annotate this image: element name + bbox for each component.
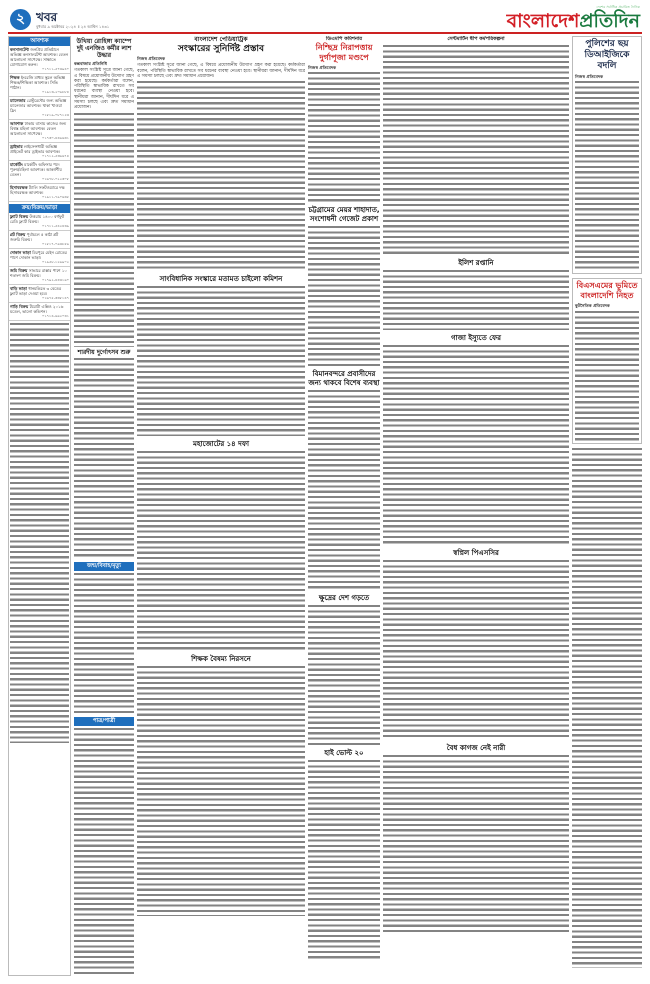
main-byline: নিজস্ব প্রতিবেদক [137, 56, 166, 61]
ad-phone: ০১৯১১-৭৯০৬৩৫ [42, 195, 69, 199]
ad-body: পূর্বাচলে ৫ কাঠা প্লট জরুরি বিক্রয়। [10, 232, 59, 242]
main-sub-body-2 [137, 451, 305, 651]
story-ngo-byline: কক্সবাজার প্রতিনিধি [74, 61, 107, 66]
ad-body: রেস্টুরেন্টের জন্য অভিজ্ঞ ম্যানেজার আবশ্যক। থাকা খাওয়া ফ্রি। [10, 98, 67, 113]
ad-category: দোকান ভাড়া [10, 250, 33, 255]
main-sub-headline[interactable]: সাংবিধানিক সংস্কারে মতামত চাইলো কমিশন [159, 275, 283, 284]
center-byline: নিজস্ব প্রতিবেদক [308, 65, 337, 70]
ad-phone: ০১৭১২-৫৩৬৬৭৪ [42, 154, 69, 158]
story-ngo-text: গতকাল সংশ্লিষ্ট সূত্রে জানা গেছে, এ বিষয়ে প্রয়োজনীয় উদ্যোগ গ্রহণ করা হয়েছে। কর্মকর্তারা বলেন, পরিস্থিতি স্বাভাবিক রাখতে সব ধরনের ব্যবস্থা নেওয়া হবে। স্থানীয়রা জানান, দীর্ঘদিন ধরে এ সমস্যা চলছে এবং দ্রুত সমাধান প্রয়োজন। [74, 68, 134, 111]
classified-ad[interactable] [9, 249, 70, 267]
main-column [137, 36, 305, 976]
ad-phone: ০১৭৩০-৪৪৬৬৩১ [42, 136, 69, 140]
classified-ad[interactable] [9, 267, 70, 285]
ad-category: গাড়ি বিক্রয় [10, 304, 30, 309]
ad-body: টয়োটা এক্সিও ২০১৬ মডেল, ভালো কন্ডিশন। [10, 304, 64, 314]
dig-transfer-body [575, 81, 639, 271]
story-ngo-body [74, 113, 134, 343]
story-ngo-headline[interactable]: উখিয়া রোহিঙ্গা ক্যাম্পে দুই এনজিও কর্মীর লাশ উদ্ধার [76, 38, 132, 59]
classifieds-filler [10, 323, 69, 743]
center-column [308, 36, 380, 976]
right-headline-4[interactable]: বৈধ কাগজ নেই নারী [446, 744, 506, 752]
bride-groom-header: পাত্র/পাত্রী [74, 717, 134, 726]
center-headline-2[interactable]: চট্টগ্রামের মেয়র শাহাদাত, সংশোধনী গেজেট প্রকাশ [308, 206, 380, 224]
ad-body: মার্কেটিং অফিসার পদে পুরুষ/মহিলা আবশ্যক। আকর্ষণীয় বেতন। [10, 162, 62, 177]
logo[interactable] [507, 5, 640, 32]
center-body-2 [308, 226, 380, 366]
page-number: ২ [10, 9, 31, 30]
main-lead-headline[interactable]: সংস্কারের সুনির্দিষ্ট প্রস্তাব [177, 44, 265, 54]
main-sub-body [137, 286, 305, 436]
right-column [383, 36, 569, 976]
ad-category: জমি বিক্রয় [10, 268, 29, 273]
birth-marriage-body [74, 573, 134, 713]
logo-suffix: প্রতিদিন [579, 10, 640, 32]
main-flag: বাংলাদেশ পেডিয়াট্রিক [194, 36, 248, 43]
classifieds-list [9, 46, 70, 202]
right-body-4 [383, 560, 569, 740]
center-body [308, 72, 380, 202]
bsf-byline: কূটনৈতিক প্রতিবেদক [575, 303, 610, 309]
ad-category: প্লট বিক্রয় [10, 232, 27, 237]
ad-body: ঢাকায় বাসায় কাজের জন্য বিশ্বস্ত মহিলা আবশ্যক। বেতন আলোচনা সাপেক্ষে। [10, 121, 67, 136]
ad-body: সাভারে রাস্তার পাশে ১০ শতাংশ জমি বিক্রয়। [10, 268, 68, 278]
center-body-5 [308, 760, 380, 960]
ad-body: ট্যালি সফটওয়্যারে দক্ষ হিসাবরক্ষক আবশ্যক। [10, 185, 65, 195]
main-lead-text: গতকাল সংশ্লিষ্ট সূত্রে জানা গেছে, এ বিষয়ে প্রয়োজনীয় উদ্যোগ গ্রহণ করা হয়েছে। কর্মকর্তারা বলেন, পরিস্থিতি স্বাভাবিক রাখতে সব ধরনের ব্যবস্থা নেওয়া হবে। স্থানীয়রা জানান, দীর্ঘদিন ধরে এ সমস্যা চলছে এবং দ্রুত সমাধান প্রয়োজন। [137, 63, 305, 79]
ad-body: উত্তরায় ১৪০০ বর্গফুট রেডি ফ্ল্যাট বিক্রয়। [10, 214, 65, 224]
ad-category: ড্রাইভার [10, 144, 24, 149]
ad-body: জনপ্রিয় প্রতিষ্ঠানে অভিজ্ঞ কনসালটেন্ট আবশ্যক। বেতন আলোচনা সাপেক্ষে। সাক্ষাতে যোগাযোগ করুন। [10, 47, 69, 67]
ad-body: লাইসেন্সধারী অভিজ্ঞ প্রাইভেট কার ড্রাইভার আবশ্যক। [10, 144, 61, 154]
center-headline-4[interactable]: ক্ষুদ্রের দেশ গড়তে [318, 594, 370, 603]
bride-groom-body [74, 728, 134, 976]
main-lead-body [137, 81, 305, 271]
classified-ad[interactable] [9, 285, 70, 303]
classified-ad[interactable] [9, 213, 70, 231]
right-body-2 [383, 270, 569, 330]
birth-marriage-header: জন্ম/বিবাহ/মৃত্যু [74, 562, 134, 571]
story-puja-headline[interactable]: শারদীয় দুর্গোৎসব শুরু [77, 349, 131, 357]
ad-phone: ০১৯১৩-২০৬৮৮৪ [42, 90, 69, 94]
dig-transfer-box [572, 36, 642, 274]
left-stories-column [74, 36, 134, 976]
logo-prefix: বাংলাদেশ [506, 10, 580, 32]
center-flag: ডিএমপি কমিশনার [325, 36, 363, 42]
classified-ad[interactable] [9, 46, 70, 74]
ad-body: ইংরেজি মাধ্যম স্কুলে অভিজ্ঞ শিক্ষক/শিক্ষিকা আবশ্যক। সিভি পাঠান। [10, 75, 65, 90]
center-body-3 [308, 390, 380, 590]
ad-body: ধানমন্ডিতে ৩ বেডের ফ্ল্যাট ভাড়া দেওয়া হবে। [10, 286, 62, 296]
ad-phone: ০১৭১১-৫৭৩৯৪০ [42, 67, 69, 71]
ad-phone: ০১৬৭৮-০২২৩০৮ [42, 177, 69, 181]
right-body-5 [383, 755, 569, 935]
main-sub-headline-2[interactable]: মহাজোটের ১৪ দফা [193, 440, 249, 449]
ad-category: ফ্ল্যাট বিক্রয় [10, 214, 30, 219]
tagline: দেশের সর্বাধিক প্রচারিত দৈনিক [596, 5, 640, 9]
dig-transfer-headline[interactable]: পুলিশের ছয় ডিআইজিকে বদলি [584, 39, 630, 71]
ad-phone: ০১৮১৯-০৮৭১২৩ [42, 113, 69, 117]
ad-category: মার্কেটিং [10, 162, 25, 167]
right-headline-3[interactable]: স্বপ্নিল পিএসসির [453, 549, 499, 557]
classifieds-header: আবশ্যক [9, 37, 70, 46]
section-title: খবর [36, 10, 58, 24]
right-headline-2[interactable]: গাজা ইস্যুতে ফের [451, 334, 501, 342]
ad-body: মিরপুরে মেইন রোডের পাশে দোকান ভাড়া। [10, 250, 67, 260]
center-headline[interactable]: নিশ্ছিদ্র নিরাপত্তায় দুর্গাপূজা মণ্ডপে [315, 43, 373, 62]
right-body-1 [383, 45, 569, 255]
classified-ad[interactable] [9, 303, 70, 321]
dateline: বুধবার ৯ অক্টোবর ২০২৪ ॥ ২৪ আশ্বিন ১৪৩১ [36, 24, 110, 29]
right-flag: সেন্টমার্টিন দ্বীপ কর্মপরিকল্পনা [447, 36, 505, 42]
ad-category: কনসালটেন্ট [10, 47, 31, 52]
ad-category: হিসাবরক্ষক [10, 185, 29, 190]
classified-ad[interactable] [9, 120, 70, 143]
ad-phone: ০১৮১৭-০৯৩৮৫৬ [42, 242, 69, 246]
sale-header: ক্রয়/বিক্রয়/ভাড়া [9, 204, 70, 213]
bsf-headline[interactable]: বিএসএমের ভূমিতে বাংলাদেশি নিহত [576, 281, 638, 301]
bsf-body [575, 311, 639, 441]
ad-category: শিক্ষক [10, 75, 21, 80]
classified-ad[interactable] [9, 231, 70, 249]
right-body-3 [383, 345, 569, 545]
ad-phone: ০১৬৭৫-৩৩৮১৪৭ [42, 296, 69, 300]
ad-category: বাড়ি ভাড়া [10, 286, 29, 291]
center-body-4 [308, 605, 380, 745]
ad-category: আবশ্যক [10, 121, 25, 126]
dig-transfer-byline: নিজস্ব প্রতিবেদক [575, 74, 604, 79]
center-headline-3[interactable]: বিমানবন্দরে প্রবাসীদের জন্য থাকবে বিশেষ ব্যবস্থা [308, 370, 380, 388]
main-sub-headline-3[interactable]: শিক্ষক বৈষম্য নিরসনে [191, 655, 251, 664]
center-headline-5[interactable]: হাই ভোল্ট ২০ [324, 749, 364, 758]
ad-category: ম্যানেজার [10, 98, 27, 103]
story-puja-body [74, 358, 134, 558]
ad-phone: ০১৯৫৮-১২৬৯০২ [42, 260, 69, 264]
main-sub-body-3 [137, 666, 305, 916]
classified-ad[interactable] [9, 143, 70, 161]
classified-ad[interactable] [9, 74, 70, 97]
sale-list [9, 213, 70, 321]
bsf-box [572, 278, 642, 443]
right-headline-1[interactable]: ইলিশ রপ্তানি [458, 259, 494, 267]
far-right-body [572, 448, 642, 968]
classified-ad[interactable] [9, 184, 70, 202]
classifieds-column [8, 36, 71, 976]
ad-phone: ০১৭৯২-৪৪৩১৬০ [42, 278, 69, 282]
ad-phone: ০১৭১৪-৬৬২০৩১ [42, 314, 69, 318]
classified-ad[interactable] [9, 97, 70, 120]
ad-phone: ০১৭১১-৫৪২৪৩৯ [42, 224, 69, 228]
classified-ad[interactable] [9, 161, 70, 184]
masthead-rule [8, 32, 642, 34]
far-right-column [572, 36, 642, 976]
